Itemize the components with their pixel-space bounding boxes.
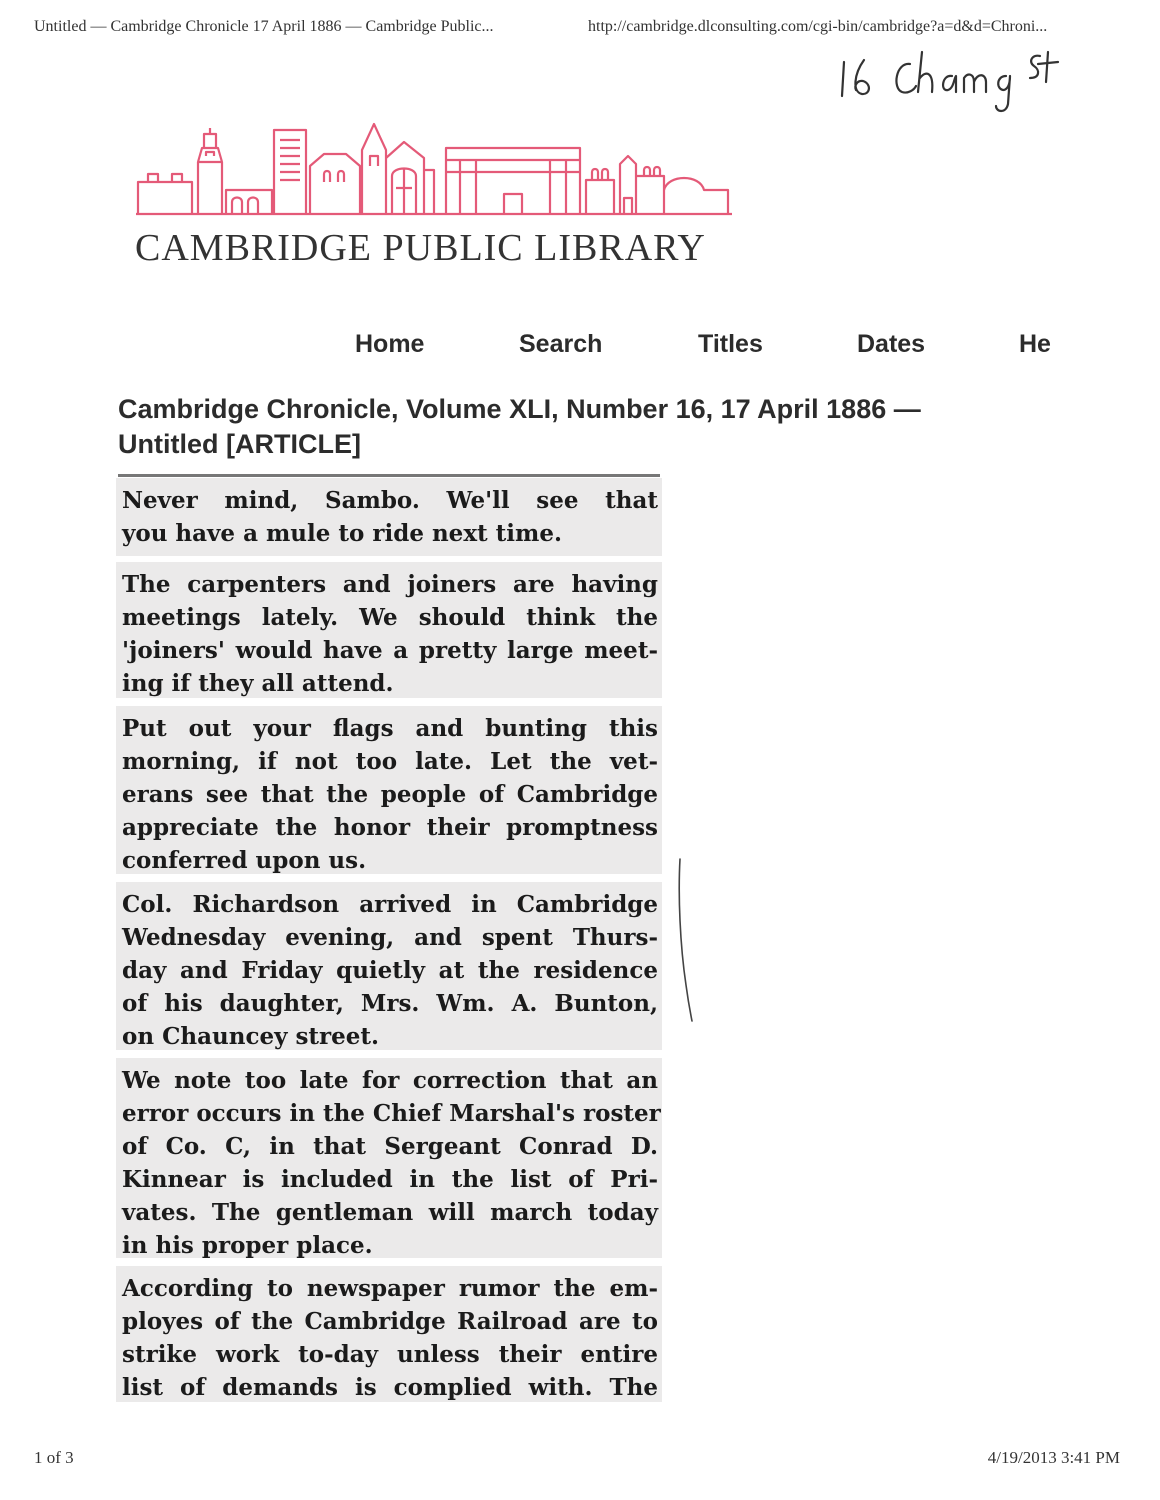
clipping-line: morning, if not too late. Let the vet- (122, 748, 658, 775)
clipping-line: strike work to-day unless their entire (122, 1341, 658, 1368)
clipping-top-rule (118, 474, 660, 477)
clipping-line: According to newspaper rumor the em- (122, 1275, 658, 1302)
clipping-line: Wednesday evening, and spent Thurs- (122, 924, 658, 951)
nav-help-link[interactable]: He (1019, 330, 1051, 358)
print-page-number: 1 of 3 (34, 1448, 74, 1467)
clipping-line: Never mind, Sambo. We'll see that (122, 487, 658, 514)
clipping-paragraph (116, 478, 662, 556)
clipping-paragraph (116, 1266, 662, 1402)
clipping-line: vates. The gentleman will march today (122, 1199, 658, 1226)
clipping-line: of his daughter, Mrs. Wm. A. Bunton, (122, 990, 658, 1017)
nav-home-link[interactable]: Home (355, 330, 425, 358)
clipping-paragraph (116, 882, 662, 1050)
nav-dates-link[interactable]: Dates (857, 330, 926, 358)
clipping-line: error occurs in the Chief Marshal's roster (122, 1100, 661, 1127)
clipping-line: you have a mule to ride next time. (122, 520, 562, 547)
print-header (34, 18, 1120, 42)
print-page-title: Untitled — Cambridge Chronicle 17 April 1886 — Cambridge Public... (34, 18, 494, 35)
clipping-line: of Co. C, in that Sergeant Conrad D. (122, 1133, 658, 1160)
clipping-line: meetings lately. We should think the (122, 604, 658, 631)
clipping-line: in his proper place. (122, 1232, 373, 1258)
clipping-line: The carpenters and joiners are having (122, 571, 658, 598)
cambridge-public-library-logo (134, 118, 734, 218)
article-title-line: Untitled [ARTICLE] (118, 429, 361, 459)
clipping-paragraph (116, 562, 662, 698)
article-title (118, 392, 1018, 462)
clipping-line: conferred upon us. (122, 847, 367, 874)
clipping-line: We note too late for correction that an (122, 1067, 658, 1094)
clipping-paragraph (116, 706, 662, 874)
clipping-line: Col. Richardson arrived in Cambridge (122, 891, 658, 918)
clipping-line: erans see that the people of Cambridge (122, 781, 658, 808)
print-url: http://cambridge.dlconsulting.com/cgi-bin/cambridge?a=d&d=Chroni... (588, 18, 1048, 35)
print-datetime: 4/19/2013 3:41 PM (987, 1448, 1120, 1467)
clipping-line: appreciate the honor their promptness (122, 814, 658, 841)
clipping-line: ing if they all attend. (122, 670, 394, 697)
clipping-line: Kinnear is included in the list of Pri- (122, 1166, 658, 1193)
clipping-line: list of demands is complied with. The (122, 1374, 658, 1401)
clipping-paragraph (116, 1058, 662, 1258)
article-title-line: Cambridge Chronicle, Volume XLI, Number 16, 17 April 1886 — (118, 394, 921, 424)
handwritten-note (836, 48, 1066, 132)
print-footer (34, 1448, 1120, 1472)
clipping-line: day and Friday quietly at the residence (122, 957, 658, 984)
newspaper-clipping-image (116, 478, 662, 1402)
nav-search-link[interactable]: Search (519, 330, 603, 358)
clipping-line: on Chauncey street. (122, 1023, 380, 1050)
clipping-line: ployes of the Cambridge Railroad are to (122, 1308, 658, 1335)
library-name: CAMBRIDGE PUBLIC LIBRARY (135, 227, 706, 269)
top-navigation (0, 330, 1160, 364)
clipping-line: Put out your flags and bunting this (122, 715, 658, 742)
clipping-line: 'joiners' would have a pretty large meet- (122, 637, 658, 664)
nav-titles-link[interactable]: Titles (698, 330, 763, 358)
margin-pen-mark (672, 855, 702, 1025)
